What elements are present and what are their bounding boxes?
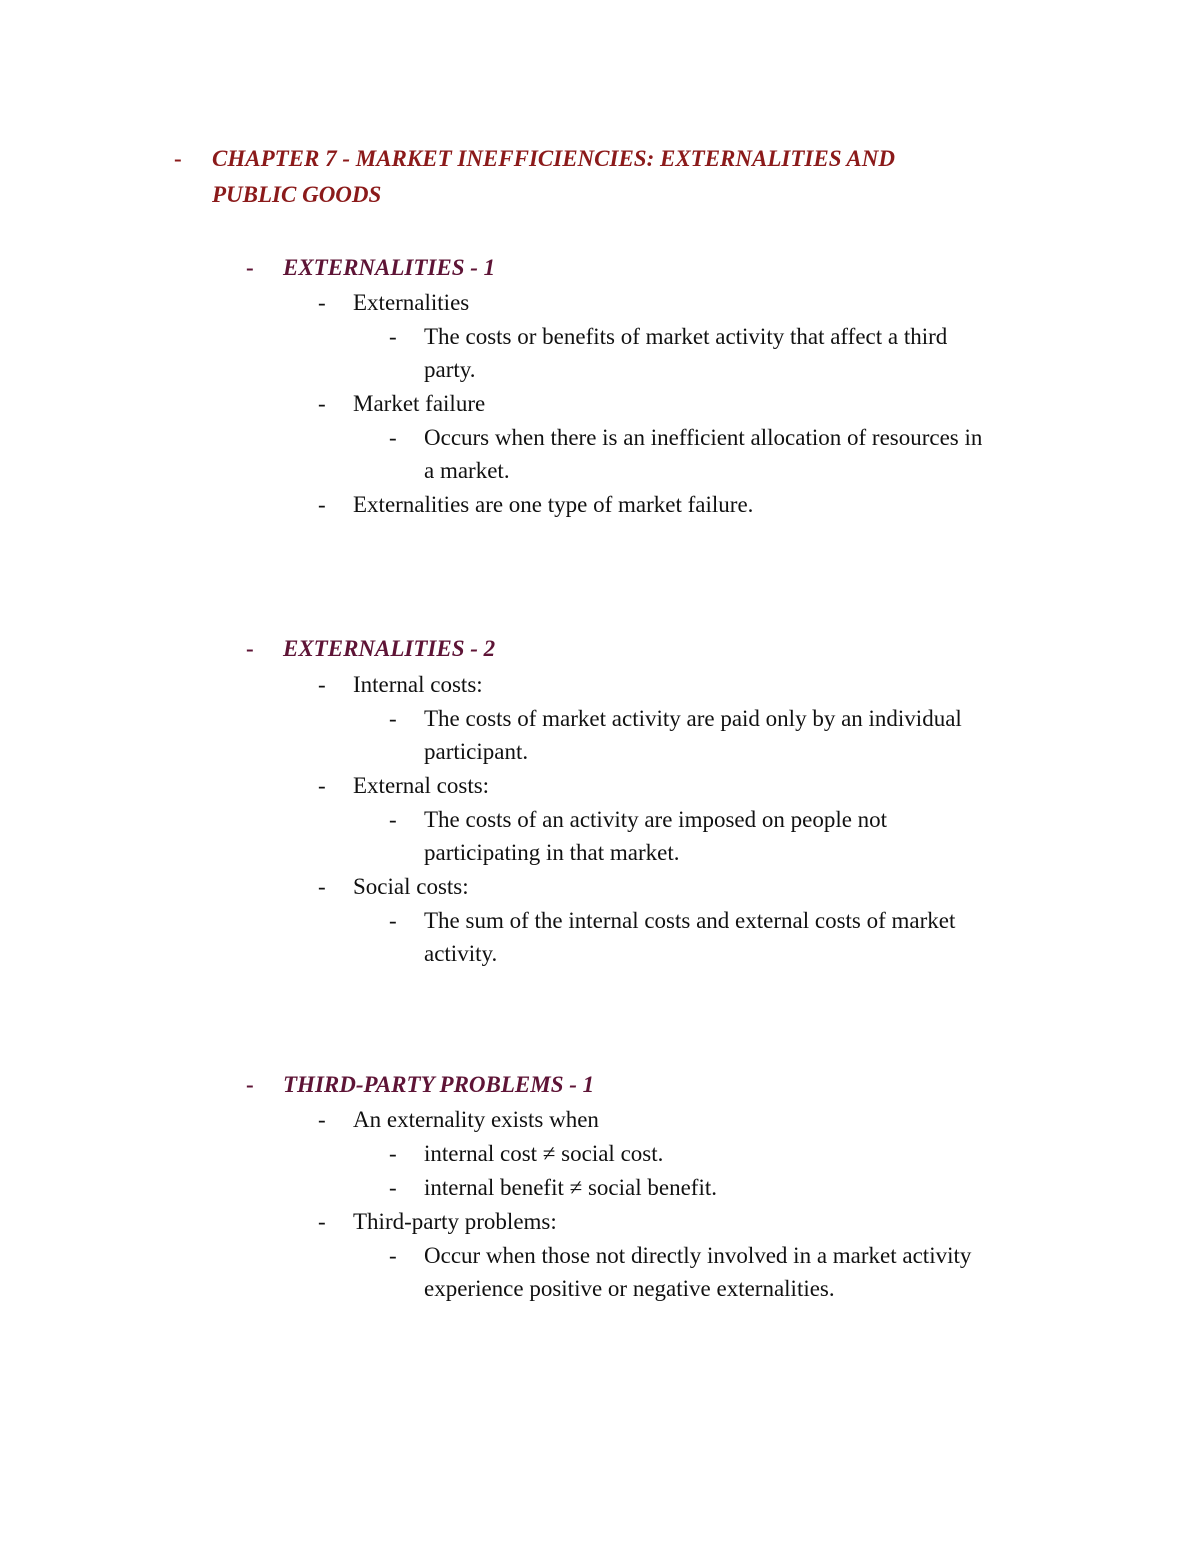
sub-item-cont: party. <box>424 357 476 382</box>
sub-item-cont: participant. <box>424 739 529 764</box>
sub-bullet: - <box>389 1243 397 1268</box>
sub-item: The costs of market activity are paid only by an individual <box>424 706 962 731</box>
list-bullet: - <box>318 672 326 697</box>
section-bullet: - <box>246 636 254 661</box>
list-item: External costs: <box>353 773 490 798</box>
section-heading: THIRD-PARTY PROBLEMS - 1 <box>283 1072 595 1097</box>
sub-item-cont: participating in that market. <box>424 840 680 865</box>
list-item: Market failure <box>353 391 486 416</box>
section-heading: EXTERNALITIES - 1 <box>283 255 496 280</box>
sub-bullet: - <box>389 324 397 349</box>
sub-item-cont: activity. <box>424 941 498 966</box>
list-bullet: - <box>318 773 326 798</box>
list-item: Externalities are one type of market failure. <box>353 492 754 517</box>
section-heading: EXTERNALITIES - 2 <box>283 636 496 661</box>
list-bullet: - <box>318 1107 326 1132</box>
list-item: Internal costs: <box>353 672 483 697</box>
list-item: Externalities <box>353 290 470 315</box>
sub-item: The sum of the internal costs and external costs of market <box>424 908 956 933</box>
sub-bullet: - <box>389 1141 397 1166</box>
section-bullet: - <box>246 1072 254 1097</box>
sub-bullet: - <box>389 807 397 832</box>
sub-item-cont: experience positive or negative externalities. <box>424 1276 835 1301</box>
sub-item: The costs of an activity are imposed on people not <box>424 807 888 832</box>
sub-item: Occur when those not directly involved in a market activity <box>424 1243 972 1268</box>
sub-bullet: - <box>389 908 397 933</box>
sub-item: internal benefit ≠ social benefit. <box>424 1175 717 1200</box>
sub-bullet: - <box>389 425 397 450</box>
section-bullet: - <box>246 255 254 280</box>
sub-item-cont: a market. <box>424 458 510 483</box>
list-item: Third-party problems: <box>353 1209 557 1234</box>
sub-bullet: - <box>389 1175 397 1200</box>
chapter-title-line1: CHAPTER 7 - MARKET INEFFICIENCIES: EXTERNALITIES AND <box>212 146 895 171</box>
list-bullet: - <box>318 391 326 416</box>
chapter-bullet: - <box>174 146 182 171</box>
list-bullet: - <box>318 290 326 315</box>
list-item: Social costs: <box>353 874 469 899</box>
sub-item: The costs or benefits of market activity that affect a third <box>424 324 948 349</box>
list-item: An externality exists when <box>353 1107 599 1132</box>
list-bullet: - <box>318 1209 326 1234</box>
sub-item: internal cost ≠ social cost. <box>424 1141 664 1166</box>
list-bullet: - <box>318 492 326 517</box>
sub-bullet: - <box>389 706 397 731</box>
list-bullet: - <box>318 874 326 899</box>
sub-item: Occurs when there is an inefficient allocation of resources in <box>424 425 983 450</box>
chapter-title-line2: PUBLIC GOODS <box>212 182 382 207</box>
